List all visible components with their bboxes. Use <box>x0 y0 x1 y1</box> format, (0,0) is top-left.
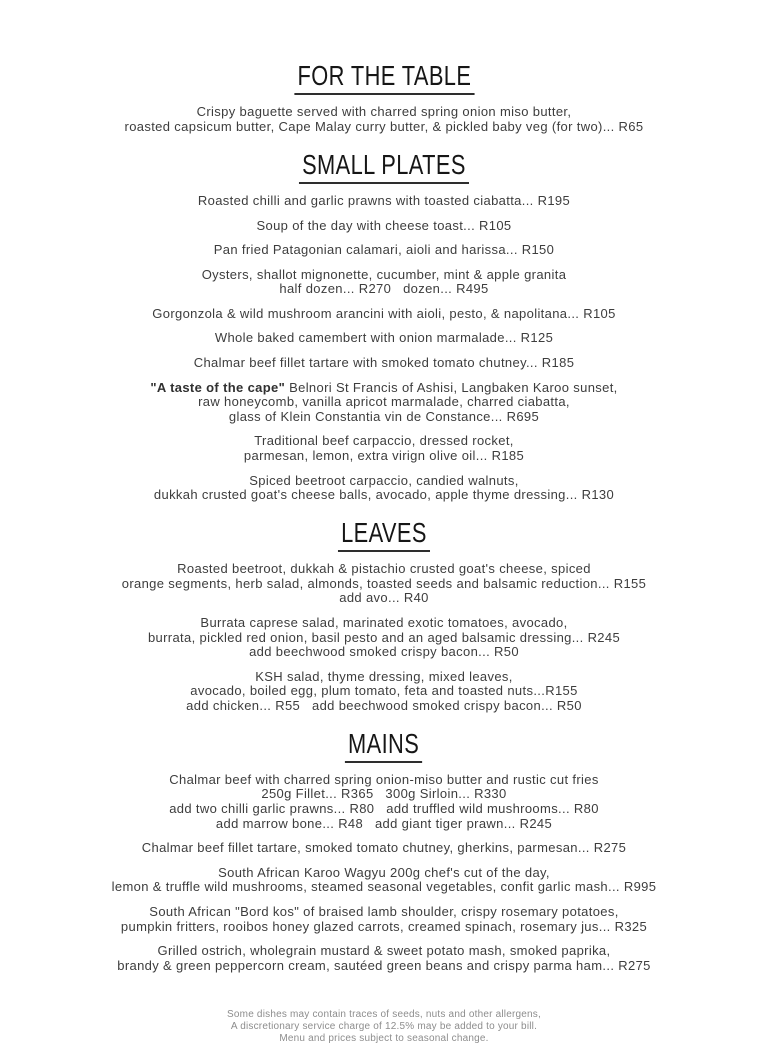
menu-item-line-text: Belnori St Francis of Ashisi, Langbaken Karoo sunset, <box>285 379 618 395</box>
menu-item-line: South African "Bord kos" of braised lamb shoulder, crispy rosemary potatoes, <box>149 904 619 920</box>
menu-item-line: parmesan, lemon, extra virign olive oil... R185 <box>243 448 525 464</box>
menu-item-line: brandy & green peppercorn cream, sautéed green beans and crispy parma ham... R275 <box>117 957 651 973</box>
menu-item-line: Spiced beetroot carpaccio, candied walnuts, <box>249 472 519 488</box>
menu-item-line: South African Karoo Wagyu 200g chef's cut of the day, <box>218 864 550 880</box>
menu-item-line: Gorgonzola & wild mushroom arancini with aioli, pesto, & napolitana... R105 <box>152 305 616 321</box>
footer-seasonal-note: Menu and prices subject to seasonal change. <box>279 1033 489 1045</box>
menu-item <box>34 381 734 425</box>
menu-item-line: Crispy baguette served with charred spring onion miso butter, <box>196 104 572 120</box>
menu-item-line: avocado, boiled egg, plum tomato, feta and toasted nuts...R155 <box>190 683 578 699</box>
menu-item-line: Roasted beetroot, dukkah & pistachio crusted goat's cheese, spiced <box>177 561 591 577</box>
menu-item-line: Chalmar beef fillet tartare with smoked tomato chutney... R185 <box>193 355 575 371</box>
menu-item-line: Traditional beef carpaccio, dressed rocket, <box>254 433 514 449</box>
menu-item-line: roasted capsicum butter, Cape Malay curry butter, & pickled baby veg (for two)... R65 <box>124 118 644 134</box>
menu-item <box>34 944 734 973</box>
menu-item <box>34 105 734 134</box>
menu-item-line: 250g Fillet... R365 300g Sirloin... R330 <box>261 786 507 802</box>
footer-note <box>34 1009 734 1045</box>
menu-item-line: half dozen... R270 dozen... R495 <box>279 281 489 297</box>
menu-item <box>34 773 734 831</box>
footer-allergen-note: Some dishes may contain traces of seeds, nuts and other allergens, <box>227 1009 541 1021</box>
menu-item-line: Chalmar beef fillet tartare, smoked tomato chutney, gherkins, parmesan... R275 <box>141 840 627 856</box>
menu-item-line <box>34 381 734 396</box>
menu-item-line: Grilled ostrich, wholegrain mustard & sweet potato mash, smoked paprika, <box>157 943 611 959</box>
menu-item-line: add avo... R40 <box>339 590 429 606</box>
menu-item-line: add chicken... R55 add beechwood smoked crispy bacon... R50 <box>186 697 582 713</box>
menu-item-line: add two chilli garlic prawns... R80 add truffled wild mushrooms... R80 <box>169 801 599 817</box>
section-leaves <box>34 517 734 714</box>
menu-item-line: Burrata caprese salad, marinated exotic tomatoes, avocado, <box>200 614 568 630</box>
menu-item-line: Oysters, shallot mignonette, cucumber, mint & apple granita <box>201 266 567 282</box>
section-title: LEAVES <box>338 517 430 552</box>
menu-item-line: glass of Klein Constantia vin de Constance... R695 <box>228 408 540 424</box>
menu-item <box>34 194 734 209</box>
section-heading <box>34 728 734 763</box>
footer-service-charge-note: A discretionary service charge of 12.5% may be added to your bill. <box>230 1021 538 1033</box>
section-items <box>34 773 734 974</box>
menu-item <box>34 562 734 606</box>
section-for-the-table <box>34 60 734 135</box>
menu-item <box>34 219 734 234</box>
menu-item-line: add beechwood smoked crispy bacon... R50 <box>249 644 519 660</box>
menu-item-line: Soup of the day with cheese toast... R105 <box>256 217 512 233</box>
menu-item <box>34 356 734 371</box>
section-heading <box>34 149 734 184</box>
menu-item <box>34 307 734 322</box>
menu-item <box>34 616 734 660</box>
section-mains <box>34 728 734 974</box>
menu-item-line: Chalmar beef with charred spring onion-miso butter and rustic cut fries <box>169 771 599 787</box>
section-title: FOR THE TABLE <box>294 60 474 95</box>
section-small-plates <box>34 149 734 503</box>
menu-item-line: add marrow bone... R48 add giant tiger prawn... R245 <box>215 815 553 831</box>
menu-item-line: lemon & truffle wild mushrooms, steamed seasonal vegetables, confit garlic mash... R995 <box>111 879 657 895</box>
menu-item-line: Whole baked camembert with onion marmalade... R125 <box>214 330 554 346</box>
section-title: MAINS <box>345 728 422 763</box>
menu-item-line: dukkah crusted goat's cheese balls, avocado, apple thyme dressing... R130 <box>153 487 615 503</box>
menu-item <box>34 905 734 934</box>
menu-item-line: Pan fried Patagonian calamari, aioli and harissa... R150 <box>213 242 555 258</box>
menu-item-line: KSH salad, thyme dressing, mixed leaves, <box>255 668 513 684</box>
menu-item <box>34 841 734 856</box>
menu-item-line: orange segments, herb salad, almonds, toasted seeds and balsamic reduction... R155 <box>121 575 647 591</box>
menu-item-line: raw honeycomb, vanilla apricot marmalade, charred ciabatta, <box>198 394 570 410</box>
menu-item <box>34 474 734 503</box>
menu-item <box>34 434 734 463</box>
menu-item-line: Roasted chilli and garlic prawns with toasted ciabatta... R195 <box>197 192 571 208</box>
menu-item <box>34 331 734 346</box>
menu-item <box>34 243 734 258</box>
menu-item-highlight: "A taste of the cape" <box>150 379 286 395</box>
section-items <box>34 562 734 713</box>
section-items <box>34 194 734 503</box>
menu-item-line: burrata, pickled red onion, basil pesto and an aged balsamic dressing... R245 <box>147 629 621 645</box>
section-items <box>34 105 734 134</box>
menu-item <box>34 866 734 895</box>
section-title: SMALL PLATES <box>299 149 469 184</box>
menu-item-line: pumpkin fritters, rooibos honey glazed carrots, creamed spinach, rosemary jus... R325 <box>120 918 648 934</box>
menu-item <box>34 268 734 297</box>
section-heading <box>34 60 734 95</box>
menu-item <box>34 670 734 714</box>
section-heading <box>34 517 734 552</box>
